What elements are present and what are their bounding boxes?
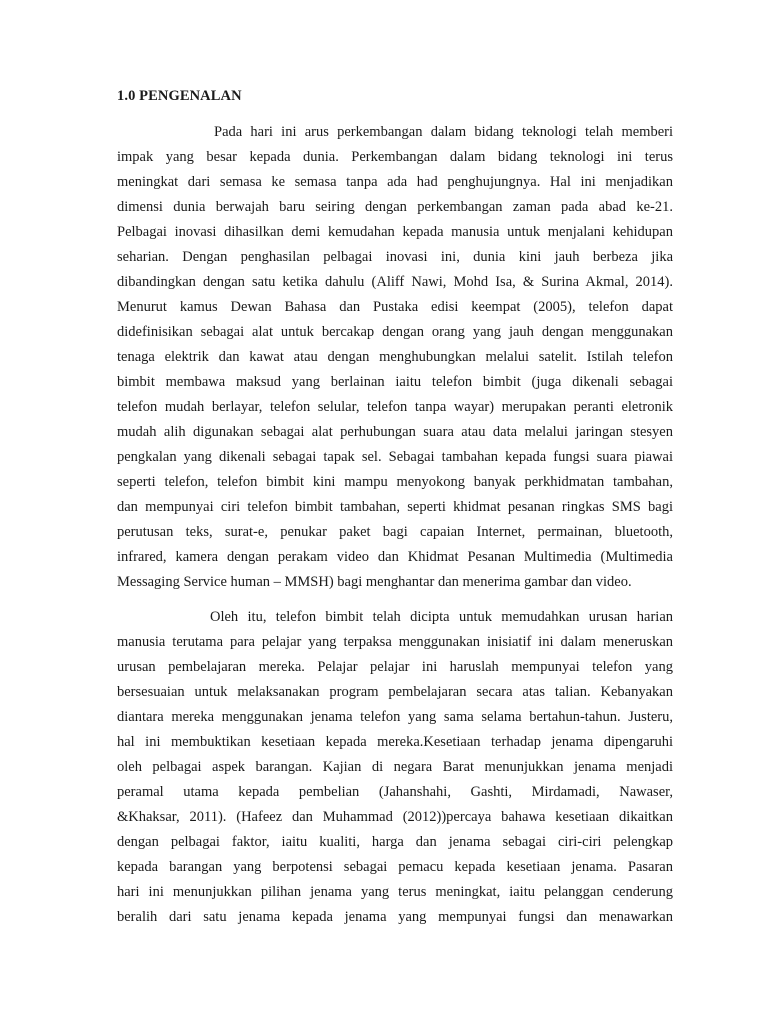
section-heading: 1.0 PENGENALAN [117,88,242,104]
paragraph-line: dimensi dunia berwajah baru seiring dengan perkembangan zaman pada abad ke-21. [117,199,673,215]
paragraph-line: infrared, kamera dengan perakam video dan Khidmat Pesanan Multimedia (Multimedia [117,549,673,565]
paragraph-line: tenaga elektrik dan kawat atau dengan menghubungkan melalui satelit. Istilah telefon [117,349,673,365]
paragraph-line: oleh pelbagai aspek barangan. Kajian di negara Barat menunjukkan jenama menjadi [117,759,673,775]
paragraph-line: seperti telefon, telefon bimbit kini mampu menyokong banyak perkhidmatan tambahan, [117,474,673,490]
paragraph-line: perutusan teks, surat-e, penukar paket bagi capaian Internet, permainan, bluetooth, [117,524,673,540]
paragraph-line: bimbit membawa maksud yang berlainan iaitu telefon bimbit (juga dikenali sebagai [117,374,673,390]
paragraph-line: diantara mereka menggunakan jenama telefon yang sama selama bertahun-tahun. Justeru, [117,709,673,725]
paragraph-line: mudah alih digunakan sebagai alat perhubungan suara atau data melalui jaringan stesyen [117,424,673,440]
paragraph-line: Menurut kamus Dewan Bahasa dan Pustaka edisi keempat (2005), telefon dapat [117,299,673,315]
paragraph-line: kepada barangan yang berpotensi sebagai pemacu kepada kesetiaan jenama. Pasaran [117,859,673,875]
paragraph-line: bersesuaian untuk melaksanakan program pembelajaran secara atas talian. Kebanyakan [117,684,673,700]
paragraph-line: beralih dari satu jenama kepada jenama yang mempunyai fungsi dan menawarkan [117,909,673,925]
paragraph-line: telefon mudah berlayar, telefon selular, telefon tanpa wayar) merupakan peranti eletronik [117,399,673,415]
paragraph-line: urusan pembelajaran mereka. Pelajar pelajar ini haruslah mempunyai telefon yang [117,659,673,675]
paragraph-line: seharian. Dengan penghasilan pelbagai inovasi ini, dunia kini jauh berbeza jika [117,249,673,265]
paragraph-line: Pelbagai inovasi dihasilkan demi kemudahan kepada manusia untuk menjalani kehidupan [117,224,673,240]
paragraph-line: hari ini menunjukkan pilihan jenama yang terus meningkat, iaitu pelanggan cenderung [117,884,673,900]
paragraph-line: dan mempunyai ciri telefon bimbit tambahan, seperti khidmat pesanan ringkas SMS bagi [117,499,673,515]
paragraph-line: Oleh itu, telefon bimbit telah dicipta untuk memudahkan urusan harian [210,609,673,625]
paragraph-line: hal ini membuktikan kesetiaan kepada mereka.Kesetiaan terhadap jenama dipengaruhi [117,734,673,750]
paragraph-line: manusia terutama para pelajar yang terpaksa menggunakan inisiatif ini dalam meneruskan [117,634,673,650]
paragraph-line: didefinisikan sebagai alat untuk bercakap dengan orang yang jauh dengan menggunakan [117,324,673,340]
paragraph-line: peramal utama kepada pembelian (Jahanshahi, Gashti, Mirdamadi, Nawaser, [117,784,673,800]
paragraph-line: &Khaksar, 2011). (Hafeez dan Muhammad (2012))percaya bahawa kesetiaan dikaitkan [117,809,673,825]
paragraph-line: Messaging Service human – MMSH) bagi menghantar dan menerima gambar dan video. [117,574,632,590]
paragraph-line: dengan pelbagai faktor, iaitu kualiti, harga dan jenama sebagai ciri-ciri pelengkap [117,834,673,850]
paragraph-line: Pada hari ini arus perkembangan dalam bidang teknologi telah memberi [214,124,673,140]
paragraph-line: impak yang besar kepada dunia. Perkembangan dalam bidang teknologi ini terus [117,149,673,165]
paragraph-line: pengkalan yang dikenali sebagai tapak sel. Sebagai tambahan kepada fungsi suara piawai [117,449,673,465]
paragraph-line: meningkat dari semasa ke semasa tanpa ada had penghujungnya. Hal ini menjadikan [117,174,673,190]
paragraph-line: dibandingkan dengan satu ketika dahulu (Aliff Nawi, Mohd Isa, & Surina Akmal, 2014). [117,274,673,290]
